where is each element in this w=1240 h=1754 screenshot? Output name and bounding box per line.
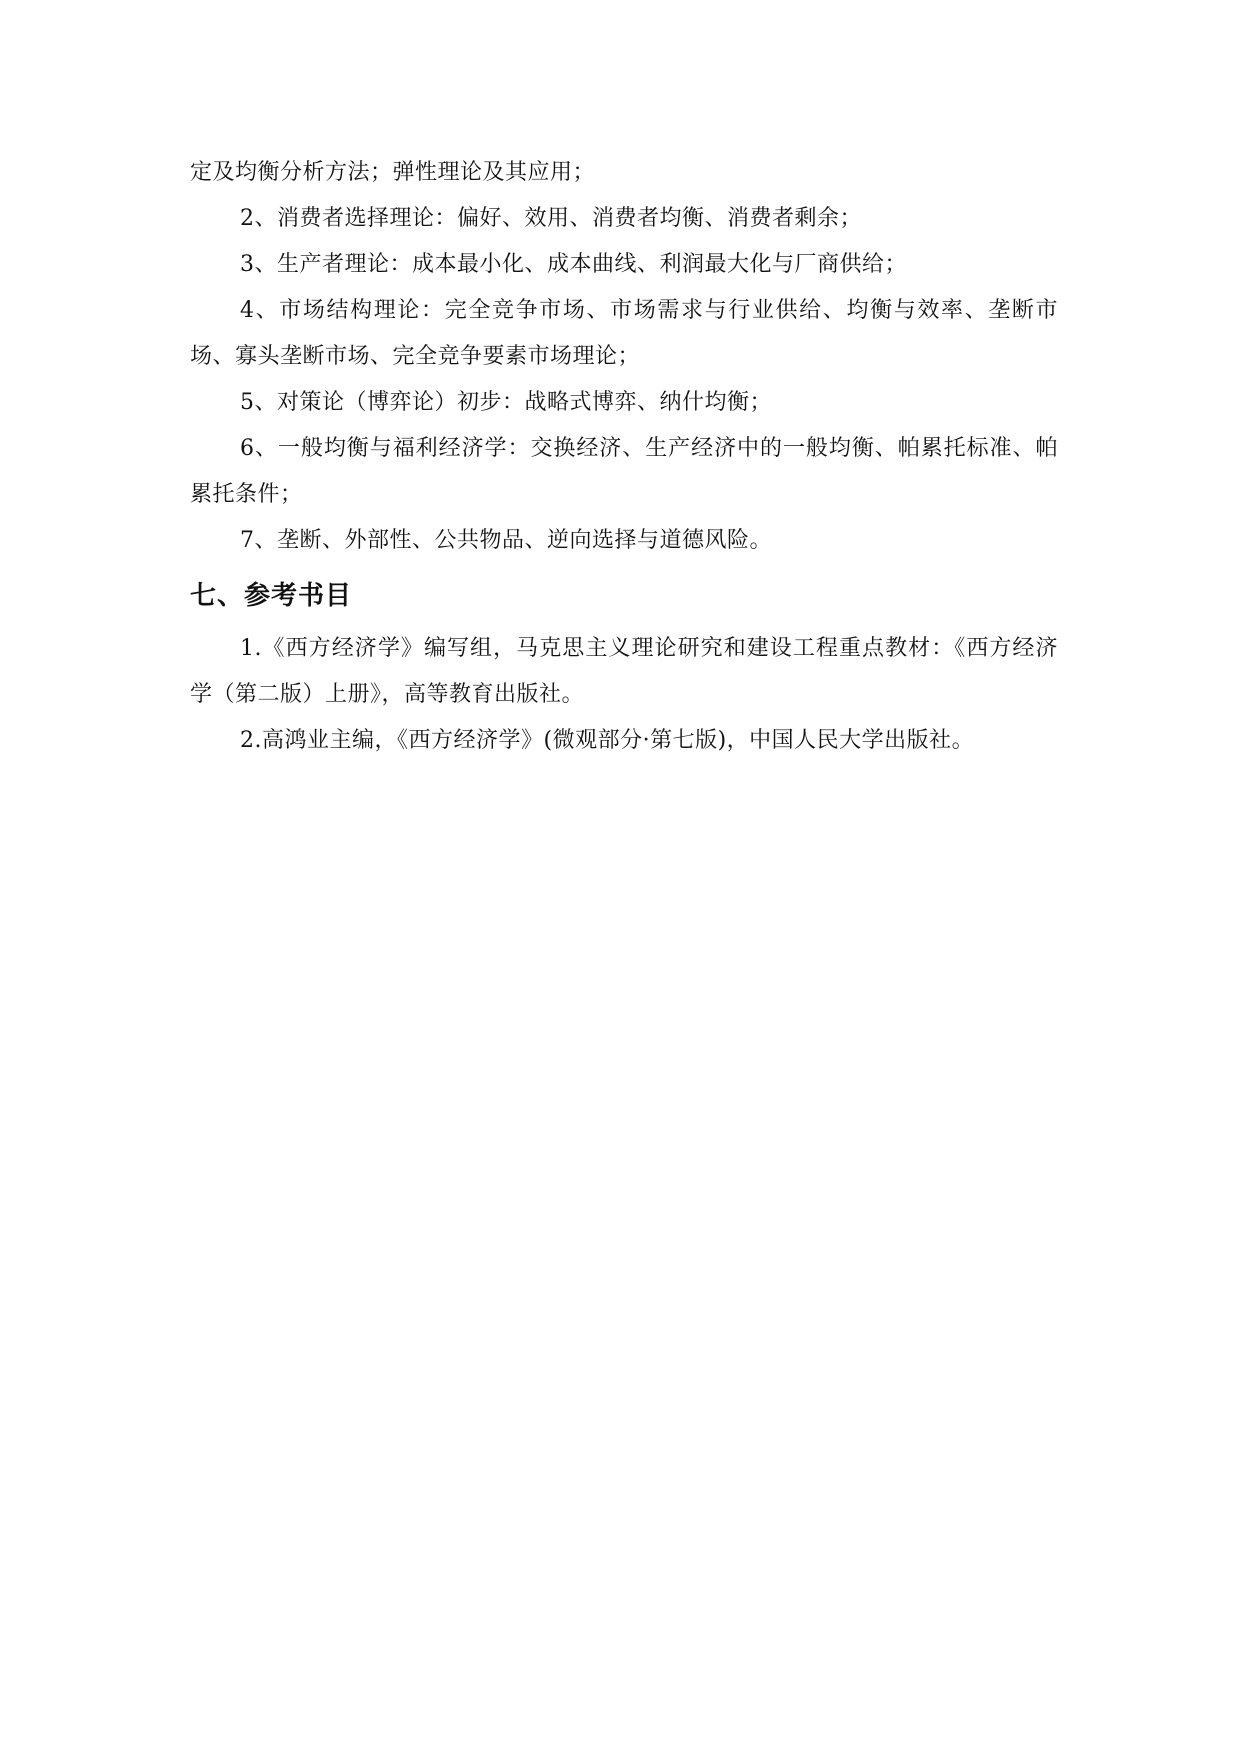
reference-item-1: 1.《西方经济学》编写组，马克思主义理论研究和建设工程重点教材：《西方经济学（第二版）上册》，高等教育出版社。 (190, 636, 1058, 707)
list-item-market-failure: 7、垄断、外部性、公共物品、逆向选择与道德风险。 (240, 528, 772, 553)
section-heading-references: 七、参考书目 (190, 581, 353, 611)
list-item-game-theory: 5、对策论（博弈论）初步：战略式博弈、纳什均衡； (240, 390, 772, 415)
list-item-market-structure: 4、市场结构理论：完全竞争市场、市场需求与行业供给、均衡与效率、垄断市场、寡头垄断市场、完全竞争要素市场理论； (190, 298, 1058, 369)
reference-item-2: 2.高鸿业主编，《西方经济学》(微观部分·第七版)，中国人民大学出版社。 (240, 728, 975, 753)
list-item-general-equilibrium: 6、一般均衡与福利经济学：交换经济、生产经济中的一般均衡、帕累托标准、帕累托条件； (190, 436, 1058, 507)
list-item-producer-theory: 3、生产者理论：成本最小化、成本曲线、利润最大化与厂商供给； (240, 252, 907, 277)
document-page (190, 150, 1058, 764)
list-item-consumer-choice: 2、消费者选择理论：偏好、效用、消费者均衡、消费者剩余； (240, 206, 862, 231)
paragraph-continuation: 定及均衡分析方法；弹性理论及其应用； (190, 160, 596, 185)
